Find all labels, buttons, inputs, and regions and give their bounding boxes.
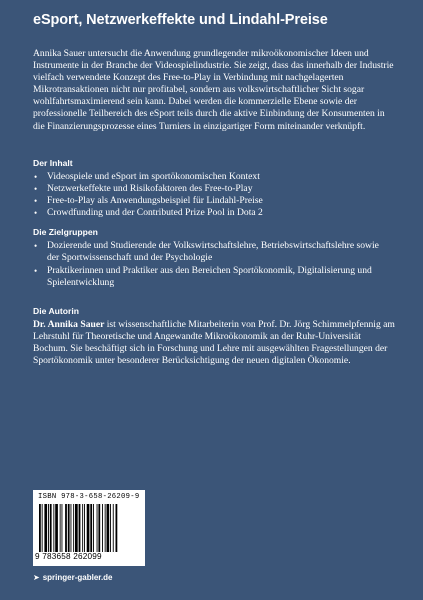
bullet-icon: • bbox=[34, 184, 38, 195]
arrow-right-icon: ➤ bbox=[33, 573, 40, 582]
list-item bbox=[33, 240, 383, 264]
list-item-text: Netzwerkeffekte und Risikofaktoren des Free-to-Play bbox=[47, 183, 253, 195]
list-item bbox=[33, 207, 393, 219]
barcode-bar bbox=[71, 504, 72, 552]
barcode-bar bbox=[98, 504, 100, 552]
barcode-bar bbox=[87, 504, 90, 552]
bullet-icon: • bbox=[34, 208, 38, 219]
bullet-icon: • bbox=[34, 196, 38, 207]
barcode-bar bbox=[105, 504, 106, 552]
author-bio bbox=[33, 319, 395, 367]
barcode-bar bbox=[113, 504, 114, 552]
barcode-bar bbox=[90, 504, 92, 552]
audience-list bbox=[33, 240, 383, 289]
barcode-bar bbox=[110, 504, 111, 552]
list-item-text: Crowdfunding und der Contributed Prize Pool in Dota 2 bbox=[47, 207, 263, 219]
barcode-bar bbox=[79, 504, 81, 552]
barcode-bar bbox=[84, 504, 85, 552]
publisher-url[interactable] bbox=[33, 573, 113, 582]
list-item bbox=[33, 265, 383, 289]
barcode-bar bbox=[60, 504, 61, 552]
intro-paragraph bbox=[33, 48, 395, 133]
audience-heading: Die Zielgruppen bbox=[33, 227, 98, 237]
list-item-text: Videospiele und eSport im sportökonomischen Kontext bbox=[47, 171, 260, 182]
barcode-bar bbox=[82, 504, 83, 552]
book-title: eSport, Netzwerkeffekte und Lindahl-Preise bbox=[33, 12, 328, 28]
barcode-bar bbox=[50, 504, 52, 552]
barcode-bar bbox=[97, 504, 98, 552]
contents-list bbox=[33, 171, 393, 219]
publisher-url-text: springer-gabler.de bbox=[42, 573, 113, 582]
barcode-bar bbox=[73, 504, 74, 552]
barcode-bar bbox=[62, 504, 63, 552]
barcode-bars bbox=[38, 504, 140, 552]
list-item-text: Free-to-Play als Anwendungsbeispiel für Lindahl-Preise bbox=[47, 195, 263, 207]
barcode-bar bbox=[39, 504, 41, 552]
barcode-bar bbox=[107, 504, 110, 552]
intro-text: Annika Sauer untersucht die Anwendung grundlegender mikroökonomischer Ideen und Instrumente in der Branche der Videospielindustrie. Sie zeigt, dass das innerhalb der Industrie vielfach verwendete Konzept des Free-to-Play in Verbindung mit nachgelagerten Mikrotransaktionen nicht nur profitabel, sondern aus volkswirtschaftlicher Sicht sogar wohlfahrtsmaximierend sein kann. Dabei werden die kommerzielle Ebene sowie der professionelle Teilbereich des eSport teils durch die aktive Einbindung der Konsumenten in die Finanzierungsprozesse eines Turniers in einzigartiger Form miteinander verknüpft. bbox=[33, 48, 394, 132]
barcode-bar bbox=[48, 504, 49, 552]
author-text: ist wissenschaftliche Mitarbeiterin von Prof. Dr. Jörg Schimmelpfennig am Lehrstuhl für Theoretische und Angewandte Mikroökonomik an der Ruhr-Universität Bochum. Sie beschäftigt sich in Forschung und Lehre mit ausgewählten Fragestellungen der Sportökonomik unter besonderer Berücksichtigung der neuen digitalen Ökonomie. bbox=[33, 319, 395, 367]
bullet-icon: • bbox=[34, 241, 38, 251]
author-heading: Die Autorin bbox=[33, 306, 79, 316]
ean-digits: 9 783658 262099 bbox=[35, 552, 102, 561]
barcode-bar bbox=[75, 504, 78, 552]
list-item-text: Praktikerinnen und Praktiker aus den Bereichen Sportökonomik, Digitalisierung und Spielentwicklung bbox=[47, 265, 372, 289]
list-item bbox=[33, 171, 393, 183]
barcode-bar bbox=[42, 504, 43, 552]
bullet-icon: • bbox=[34, 266, 38, 277]
contents-heading: Der Inhalt bbox=[33, 158, 73, 168]
author-name: Dr. Annika Sauer bbox=[33, 319, 105, 330]
barcode-bar bbox=[53, 504, 54, 552]
barcode-bar bbox=[65, 504, 67, 552]
barcode-bar bbox=[102, 504, 103, 552]
barcode-bar bbox=[44, 504, 47, 552]
barcode-bar bbox=[68, 504, 70, 552]
list-item bbox=[33, 183, 393, 195]
list-item-text: Dozierende und Studierende der Volkswirtschaftslehre, Betriebswirtschaftslehre sowie der Sportwissenschaft und der Psychologie bbox=[47, 240, 379, 264]
barcode-bar bbox=[55, 504, 58, 552]
bullet-icon: • bbox=[34, 172, 38, 182]
barcode bbox=[33, 490, 145, 566]
barcode-bar bbox=[116, 504, 118, 552]
barcode-bar bbox=[93, 504, 94, 552]
isbn-text: ISBN 978-3-658-26209-9 bbox=[38, 493, 140, 501]
list-item bbox=[33, 195, 393, 207]
